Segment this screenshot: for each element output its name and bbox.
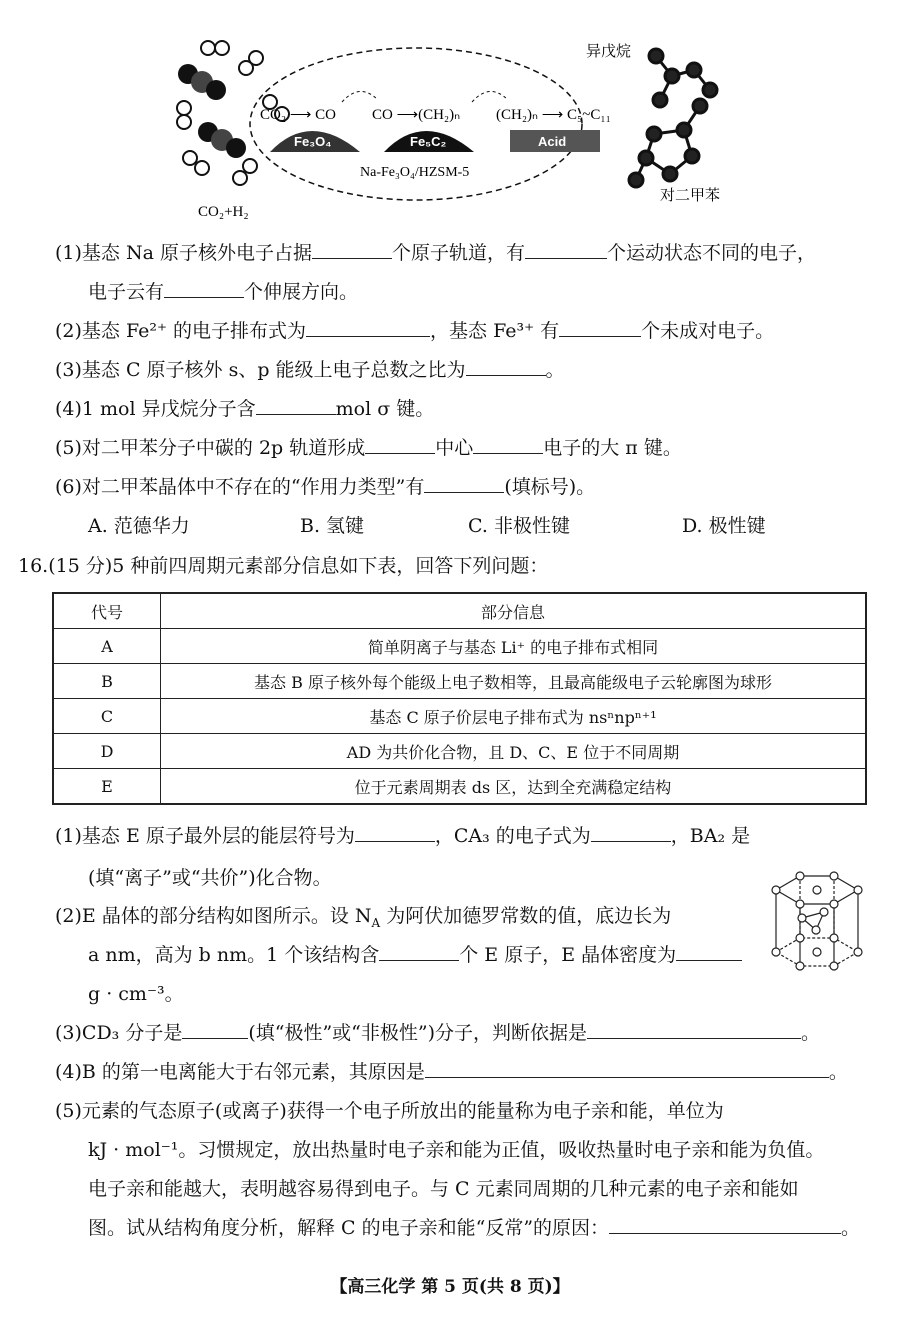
q15-p1-text-a: (1)基态 Na 原子核外电子占据	[55, 242, 312, 264]
q15-p4-text-b: mol σ 键。	[335, 398, 435, 420]
q16-part4	[55, 1059, 848, 1085]
q16-part5-line4	[88, 1215, 860, 1241]
table-row	[53, 734, 866, 769]
answer-blank[interactable]	[312, 240, 392, 259]
q16-part2-cont	[88, 942, 742, 968]
q16-intro: 16.(15 分)5 种前四周期元素部分信息如下表，回答下列问题：	[18, 555, 549, 577]
answer-blank[interactable]	[164, 279, 244, 298]
q15-p1-text-c: 个运动状态不同的电子，	[606, 242, 816, 264]
isopentane-molecule-icon	[649, 49, 717, 107]
answer-blank[interactable]	[256, 396, 336, 415]
table-row	[53, 664, 866, 699]
step2-text: CO ⟶(CH₂)ₙ	[372, 107, 461, 123]
transfer-arrow-2	[472, 91, 508, 102]
element-info-table	[52, 592, 867, 805]
page-footer: 【高三化学 第 5 页(共 8 页)】	[330, 1277, 570, 1297]
q15-option-a[interactable]: A. 范德华力	[88, 515, 190, 537]
table-header: 部分信息	[161, 593, 867, 629]
q16-part5-line3: 电子亲和能越大，表明越容易得到电子。与 C 元素同周期的几种元素的电子亲和能如	[88, 1178, 799, 1200]
q15-p2-text-a: (2)基态 Fe²⁺ 的电子排布式为	[55, 320, 307, 342]
answer-blank[interactable]	[306, 318, 430, 337]
q15-p6-text-b: (填标号)。	[504, 476, 596, 498]
q16-s4-text-b: 。	[828, 1061, 848, 1083]
answer-blank[interactable]	[473, 435, 543, 454]
q15-part4	[55, 396, 434, 422]
q16-s3-text-b: (填“极性”或“非极性”)分子，判断依据是	[248, 1022, 588, 1044]
q16-s1-text-b: ，CA₃ 的电子式为	[434, 825, 591, 847]
table-header-row	[53, 593, 866, 629]
q16-s3-text-a: (3)CD₃ 分子是	[55, 1022, 183, 1044]
e-atom-icon	[772, 872, 862, 970]
q16-part5-line1: (5)元素的气态原子(或离子)获得一个电子所放出的能量称为电子亲和能，单位为	[55, 1100, 724, 1122]
answer-blank[interactable]	[182, 1020, 248, 1039]
q16-s4-text-a: (4)B 的第一电离能大于右邻元素，其原因是	[55, 1061, 425, 1083]
fe5c2-label: Fe₅C₂	[410, 134, 447, 149]
q16-part3	[55, 1020, 820, 1046]
pxylene-label: 对二甲苯	[660, 186, 721, 204]
q16-part2-unit: g · cm⁻³。	[88, 983, 184, 1005]
answer-blank[interactable]	[525, 240, 607, 259]
q15-option-c[interactable]: C. 非极性键	[468, 515, 570, 537]
q15-p5-text-c: 电子的大 π 键。	[543, 437, 682, 459]
q15-part2	[55, 318, 774, 344]
table-cell-info: AD 为共价化合物，且 D、C、E 位于不同周期	[161, 734, 867, 769]
table-cell-code: B	[53, 664, 161, 699]
answer-blank[interactable]	[424, 474, 504, 493]
q15-p3-text-a: (3)基态 C 原子核外 s、p 能级上电子总数之比为	[55, 359, 466, 381]
feed-label: CO₂+H₂	[198, 204, 249, 220]
table-row	[53, 629, 866, 664]
step1-text: CO₂ ⟶ CO	[260, 107, 336, 123]
q15-p5-text-a: (5)对二甲苯分子中碳的 2p 轨道形成	[55, 437, 366, 459]
fe3o4-label: Fe₃O₄	[294, 134, 332, 149]
hcp-crystal-structure-figure	[764, 866, 868, 976]
table-cell-code: D	[53, 734, 161, 769]
q15-p6-text-a: (6)对二甲苯晶体中不存在的“作用力类型”有	[55, 476, 425, 498]
transfer-arrow-1	[342, 91, 378, 102]
q15-part6	[55, 474, 595, 500]
q15-part5	[55, 435, 682, 461]
answer-blank[interactable]	[609, 1215, 841, 1234]
table-cell-info: 基态 C 原子价层电子排布式为 nsⁿnpⁿ⁺¹	[161, 699, 867, 734]
q15-part1-cont	[88, 279, 358, 305]
q15-option-b[interactable]: B. 氢键	[300, 515, 365, 537]
q16-s2-text-a: (2)E 晶体的部分结构如图所示。设 N	[55, 905, 372, 927]
q16-s5-text-e: 。	[841, 1217, 861, 1239]
q15-option-d[interactable]: D. 极性键	[682, 515, 766, 537]
catalyst-label: Na-Fe₃O₄/HZSM-5	[360, 165, 470, 180]
q16-s1-text-a: (1)基态 E 原子最外层的能层符号为	[55, 825, 355, 847]
catalysis-diagram	[160, 30, 760, 226]
q16-part5-line2: kJ · mol⁻¹。习惯规定，放出热量时电子亲和能为正值，吸收热量时电子亲和能为负值。	[88, 1139, 825, 1161]
q15-part3	[55, 357, 565, 383]
answer-blank[interactable]	[425, 1059, 829, 1078]
q15-p4-text-a: (4)1 mol 异戊烷分子含	[55, 398, 256, 420]
q15-p1-text-d: 电子云有	[88, 281, 165, 303]
isopentane-label: 异戊烷	[586, 42, 632, 60]
table-cell-info: 基态 B 原子核外每个能级上电子数相等，且最高能级电子云轮廓图为球形	[161, 664, 867, 699]
q16-s2-text-c: a nm，高为 b nm。1 个该结构含	[88, 944, 380, 966]
table-cell-code: E	[53, 769, 161, 805]
answer-blank[interactable]	[559, 318, 641, 337]
table-row	[53, 769, 866, 805]
answer-blank[interactable]	[466, 357, 546, 376]
q16-part2	[55, 903, 671, 936]
q15-part1	[55, 240, 816, 266]
q15-p2-text-b: ，基态 Fe³⁺ 有	[430, 320, 560, 342]
table-cell-code: C	[53, 699, 161, 734]
answer-blank[interactable]	[676, 942, 742, 961]
answer-blank[interactable]	[355, 823, 435, 842]
table-cell-info: 简单阴离子与基态 Li⁺ 的电子排布式相同	[161, 629, 867, 664]
answer-blank[interactable]	[591, 823, 671, 842]
q15-p1-text-e: 个伸展方向。	[244, 281, 359, 303]
q16-s1-text-c: ，BA₂ 是	[670, 825, 751, 847]
q15-p2-text-c: 个未成对电子。	[641, 320, 775, 342]
table-row	[53, 699, 866, 734]
q16-s1-text-d: (填“离子”或“共价”)化合物。	[88, 867, 332, 889]
q16-part1	[55, 823, 750, 849]
table-cell-info: 位于元素周期表 ds 区，达到全充满稳定结构	[161, 769, 867, 805]
answer-blank[interactable]	[587, 1020, 801, 1039]
q16-s5-text-d: 图。试从结构角度分析，解释 C 的电子亲和能“反常”的原因：	[88, 1217, 610, 1239]
q15-p3-text-b: 。	[545, 359, 565, 381]
table-header: 代号	[53, 593, 161, 629]
q16-s2-subscript: A	[371, 915, 381, 930]
q16-s2-text-d: 个 E 原子，E 晶体密度为	[459, 944, 677, 966]
answer-blank[interactable]	[379, 942, 459, 961]
answer-blank[interactable]	[365, 435, 435, 454]
step3-text: (CH₂)ₙ ⟶ C₅~C₁₁	[496, 107, 611, 123]
p-xylene-molecule-icon	[629, 99, 707, 187]
q16-s3-text-c: 。	[801, 1022, 821, 1044]
table-cell-code: A	[53, 629, 161, 664]
acid-label: Acid	[538, 134, 567, 149]
q16-s2-text-b: 为阿伏加德罗常数的值，底边长为	[386, 905, 672, 927]
q15-p5-text-b: 中心	[435, 437, 474, 459]
q16-part1-cont	[88, 865, 332, 891]
q15-p1-text-b: 个原子轨道，有	[391, 242, 525, 264]
